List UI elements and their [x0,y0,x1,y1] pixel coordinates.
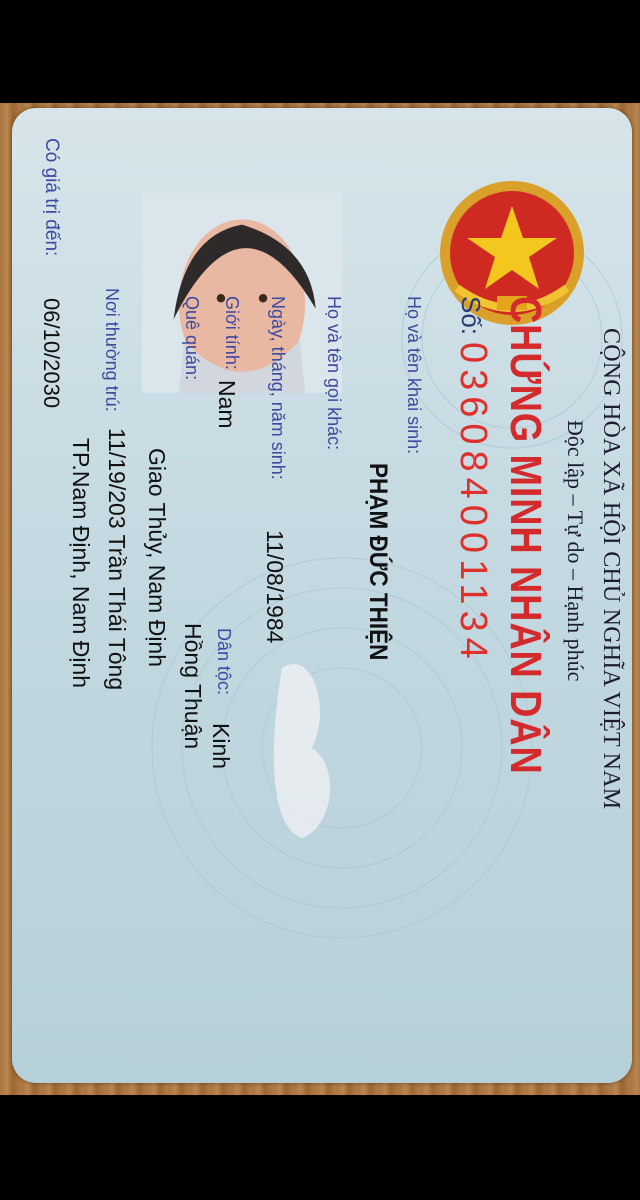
valid-label: Có giá trị đến: [41,138,62,257]
ethnic-value: Kinh [208,723,234,770]
hometown-label: Quê quán: [182,296,202,381]
country-header: CỘNG HÒA XÃ HỘI CHỦ NGHĨA VIỆT NAM [598,328,624,810]
dob-value: 11/08/1984 [262,530,288,644]
id-number: 036084001134 [452,342,494,665]
number-label: Số: [456,296,486,336]
hometown-line-1: Hồng Thuận [180,623,206,750]
dob-label: Ngày, tháng, năm sinh: [268,296,288,480]
valid-until: 06/10/2030 [39,298,64,409]
residence-label: Nơi thường trú: [102,288,122,412]
motto: Độc lập – Tự do – Hạnh phúc [563,420,588,682]
id-card [12,108,632,1083]
ethnic-label: Dân tộc: [214,628,234,696]
card-title: CHỨNG MINH NHÂN DÂN [501,296,550,775]
hometown-line-2: Giao Thủy, Nam Định [144,448,170,668]
residence-line-1: 11/19/203 Trần Thái Tông [104,428,130,691]
sex-value: Nam [214,380,240,429]
card-text-layer [12,118,632,1072]
sex-label: Giới tính: [222,296,242,370]
alias-label: Họ và tên gọi khác: [324,296,344,451]
full-name: PHẠM ĐỨC THIỆN [364,463,392,661]
name-label: Họ và tên khai sinh: [404,296,424,455]
residence-line-2: TP.Nam Định, Nam Định [68,438,94,689]
